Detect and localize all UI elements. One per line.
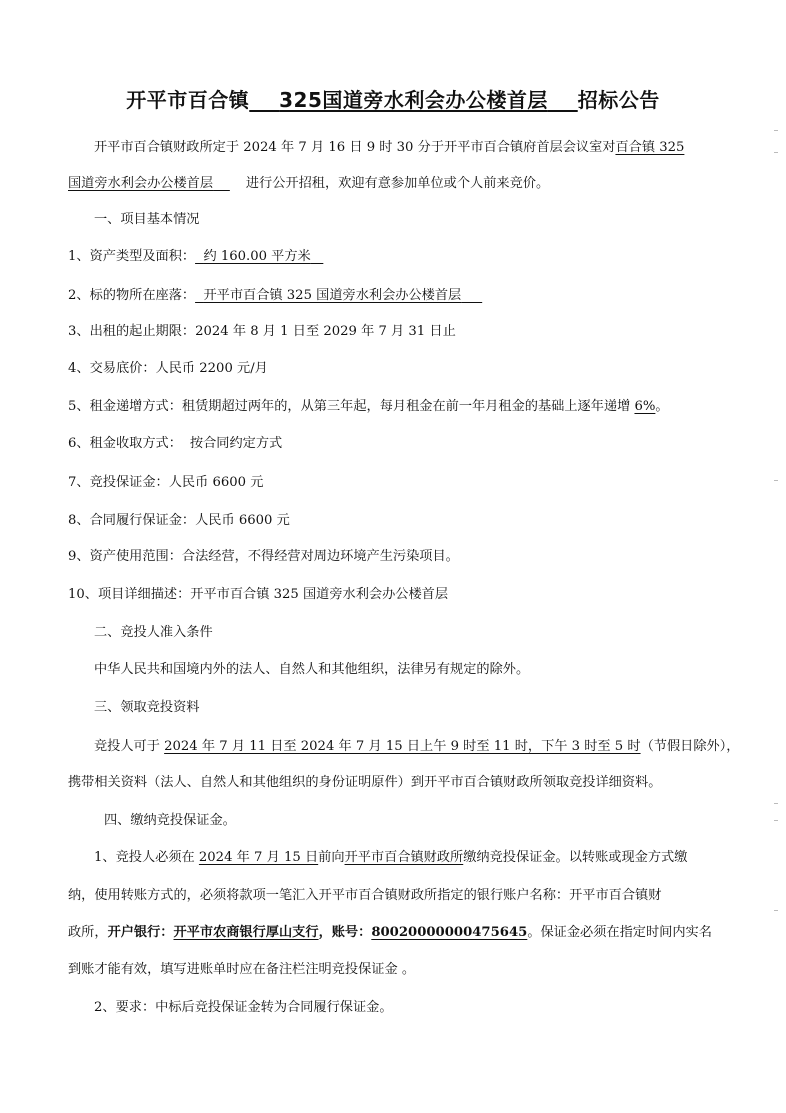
intro-line-2: 国道旁水利会办公楼首层 进行公开招租，欢迎有意参加单位或个人前来竞价。 [68, 176, 550, 191]
scan-mark [774, 820, 778, 821]
section-4-heading: 四、缴纳竞投保证金。 [104, 813, 236, 828]
section-2-text: 中华人民共和国境内外的法人、自然人和其他组织，法律另有规定的除外。 [94, 662, 530, 677]
section-4-p2: 2、要求：中标后竞投保证金转为合同履行保证金。 [94, 1000, 393, 1015]
bank-name: 开平市农商银行厚山支行 [173, 925, 319, 940]
section-4-p1-line-1: 1、竞投人必须在 2024 年 7 月 15 日前向开平市百合镇财政所缴纳竞投保证金。以转账或现金方式缴 [94, 850, 688, 865]
section-1-heading: 一、项目基本情况 [94, 212, 200, 227]
item-7: 7、竞投保证金：人民币 6600 元 [68, 475, 264, 490]
section-3-line-1: 竞投人可于 2024 年 7 月 11 日至 2024 年 7 月 15 日上午 9 时至 11 时，下午 3 时至 5 时（节假日除外）， [94, 739, 740, 754]
item-6: 6、租金收取方式： 按合同约定方式 [68, 436, 283, 451]
section-4-p1-line-4: 到账才能有效，填写进账单时应在备注栏注明竞投保证金 。 [68, 962, 416, 977]
item-9: 9、资产使用范围：合法经营，不得经营对周边环境产生污染项目。 [68, 549, 459, 564]
section-2-heading: 二、竞投人准入条件 [94, 625, 213, 640]
item-4: 4、交易底价：人民币 2200 元/月 [68, 361, 268, 376]
page-title [0, 84, 786, 113]
item-8: 8、合同履行保证金：人民币 6600 元 [68, 513, 290, 528]
scan-mark [774, 910, 778, 911]
bank-label: 开户银行： [107, 925, 174, 940]
item-5: 5、租金递增方式：租赁期超过两年的，从第三年起，每月租金在前一年月租金的基础上逐年递增 6%。 [68, 399, 669, 414]
section-3-line-2: 携带相关资料（法人、自然人和其他组织的身份证明原件）到开平市百合镇财政所领取竞投详细资料。 [68, 775, 662, 790]
section-4-p1-line-2: 纳，使用转账方式的，必须将款项一笔汇入开平市百合镇财政所指定的银行账户名称：开平市百合镇财 [68, 888, 662, 903]
account-number: 80020000000475645 [371, 925, 528, 940]
scan-mark [774, 480, 778, 481]
item-2: 2、标的物所在座落： 开平市百合镇 325 国道旁水利会办公楼首层 [68, 288, 462, 303]
intro-line-1: 开平市百合镇财政所定于 2024 年 7 月 16 日 9 时 30 分于开平市百合镇府首层会议室对百合镇 325 [94, 140, 685, 155]
scan-mark [774, 803, 778, 804]
item-10: 10、项目详细描述：开平市百合镇 325 国道旁水利会办公楼首层 [68, 587, 449, 602]
item-1: 1、资产类型及面积： 约 160.00 平方米 [68, 249, 311, 264]
item-3: 3、出租的起止期限：2024 年 8 月 1 日至 2029 年 7 月 31 日止 [68, 324, 456, 339]
account-label: ，账号： [318, 925, 372, 940]
scan-mark [774, 152, 778, 153]
title-prefix: 开平市百合镇 [126, 88, 250, 112]
scan-mark [774, 130, 778, 131]
section-3-heading: 三、领取竞投资料 [94, 700, 200, 715]
title-suffix: 招标公告 [577, 88, 660, 112]
section-4-p1-line-3: 政所，开户银行：开平市农商银行厚山支行，账号：80020000000475645。保证金必须在指定时间内实名 [68, 925, 712, 940]
title-project: 325国道旁水利会办公楼首层 [279, 88, 548, 112]
intro-project-underlined: 国道旁水利会办公楼首层 [68, 176, 214, 191]
